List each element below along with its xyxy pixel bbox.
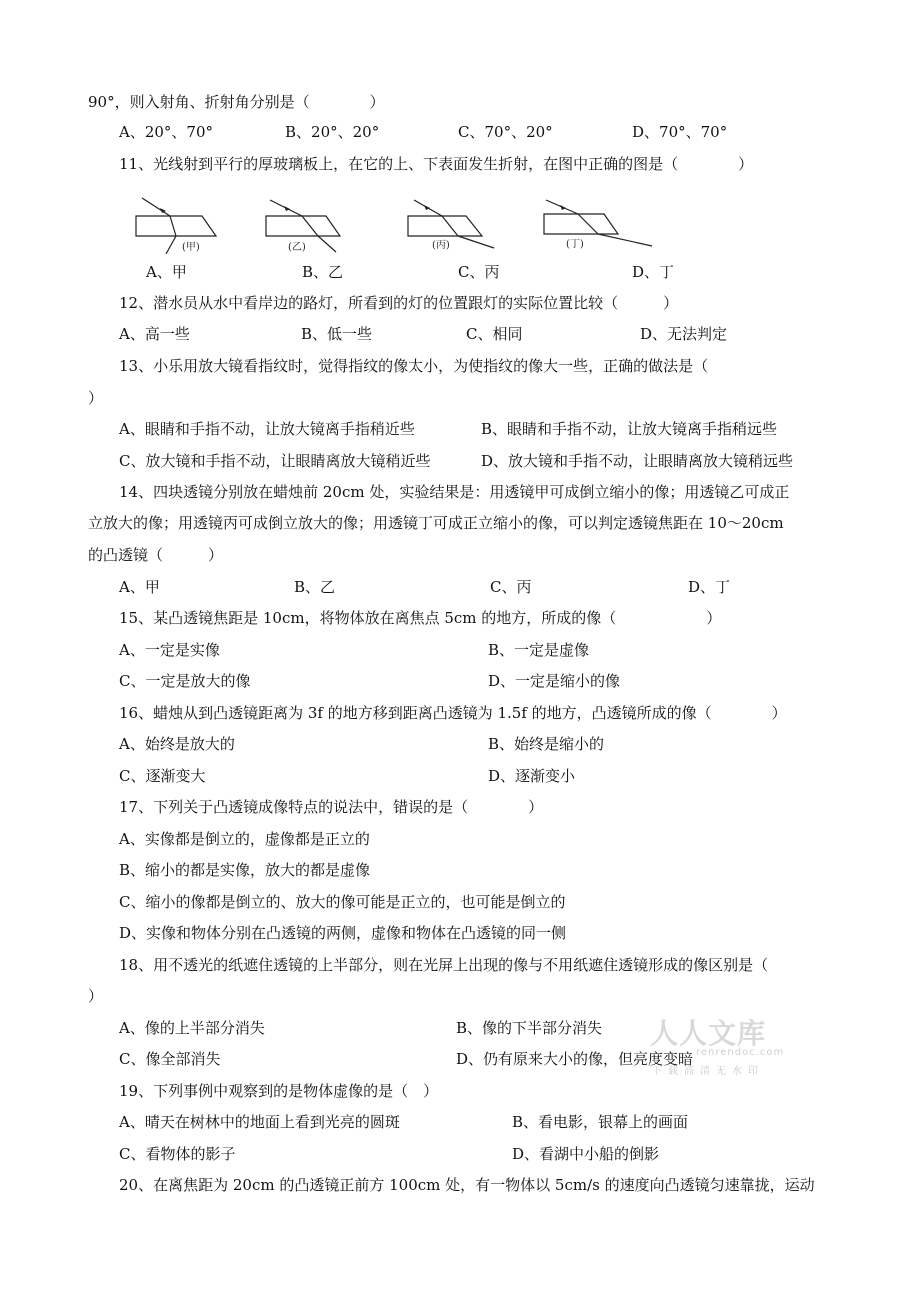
figure-label-yi: (乙) (288, 242, 306, 253)
q11-stem: 11、光线射到平行的厚玻璃板上，在它的上、下表面发生折射，在图中正确的图是（ ） (119, 155, 754, 173)
q11-option-c[interactable]: C、丙 (458, 263, 500, 281)
q14-stem-line1: 14、四块透镜分别放在蜡烛前 20cm 处，实验结果是：用透镜甲可成倒立缩小的像；用透镜乙可成正 (119, 483, 790, 501)
q12-stem: 12、潜水员从水中看岸边的路灯，所看到的灯的位置跟灯的实际位置比较（ ） (119, 294, 679, 312)
q16-option-a[interactable]: A、始终是放大的 (119, 735, 235, 753)
q19-option-a[interactable]: A、晴天在树林中的地面上看到光亮的圆斑 (119, 1113, 400, 1131)
q18-stem: 18、用不透光的纸遮住透镜的上半部分，则在光屏上出现的像与不用纸遮住透镜形成的像区别是（ (119, 956, 769, 974)
q13-option-b[interactable]: B、眼睛和手指不动，让放大镜离手指稍远些 (481, 420, 778, 438)
watermark-subtitle: 下载高清无水印 (652, 1066, 764, 1077)
q11-option-a[interactable]: A、甲 (146, 263, 187, 281)
q10-stem-tail: 90°，则入射角、折射角分别是（ ） (88, 93, 385, 111)
q19-option-d[interactable]: D、看湖中小船的倒影 (512, 1145, 660, 1163)
q16-option-c[interactable]: C、逐渐变大 (119, 767, 206, 785)
q19-stem: 19、下列事例中观察到的是物体虚像的是（ ） (119, 1082, 439, 1100)
q16-option-b[interactable]: B、始终是缩小的 (488, 735, 605, 753)
q17-option-c[interactable]: C、缩小的像都是倒立的、放大的像可能是正立的，也可能是倒立的 (119, 893, 566, 911)
q16-option-d[interactable]: D、逐渐变小 (488, 767, 576, 785)
q11-option-d[interactable]: D、丁 (632, 263, 675, 281)
q10-option-a[interactable]: A、20°、70° (119, 123, 214, 141)
q14-option-b[interactable]: B、乙 (294, 578, 336, 596)
q11-figure-bing (402, 190, 502, 256)
q15-option-c[interactable]: C、一定是放大的像 (119, 672, 251, 690)
q12-option-b[interactable]: B、低一些 (301, 325, 373, 343)
q15-stem: 15、某凸透镜焦距是 10cm，将物体放在离焦点 5cm 的地方，所成的像（ ） (119, 609, 722, 627)
q12-option-a[interactable]: A、高一些 (119, 325, 190, 343)
q18-stem-close: ） (88, 987, 104, 1005)
q13-option-d[interactable]: D、放大镜和手指不动，让眼睛离放大镜稍远些 (481, 452, 794, 470)
q10-option-b[interactable]: B、20°、20° (285, 123, 380, 141)
q13-stem: 13、小乐用放大镜看指纹时，觉得指纹的像太小，为使指纹的像大一些，正确的做法是（ (119, 357, 709, 375)
q14-stem-line3: 的凸透镜（ ） (88, 546, 224, 564)
watermark-url: renrendoc.com (696, 1047, 785, 1058)
q20-stem: 20、在离焦距为 20cm 的凸透镜正前方 100cm 处，有一物体以 5cm/s 的速度向凸透镜匀速靠拢，运动 (119, 1176, 815, 1194)
figure-label-ding: (丁) (566, 239, 584, 250)
q14-option-d[interactable]: D、丁 (688, 578, 731, 596)
q18-option-d[interactable]: D、仍有原来大小的像，但亮度变暗 (456, 1050, 694, 1068)
q17-option-a[interactable]: A、实像都是倒立的，虚像都是正立的 (119, 830, 370, 848)
q18-option-c[interactable]: C、像全部消失 (119, 1050, 221, 1068)
q12-option-c[interactable]: C、相同 (466, 325, 523, 343)
q11-option-b[interactable]: B、乙 (302, 263, 344, 281)
q12-option-d[interactable]: D、无法判定 (640, 325, 728, 343)
q13-option-c[interactable]: C、放大镜和手指不动，让眼睛离放大镜稍近些 (119, 452, 431, 470)
q14-stem-line2: 立放大的像；用透镜丙可成倒立放大的像；用透镜丁可成正立缩小的像，可以判定透镜焦距在 10～20cm (88, 514, 784, 532)
q17-stem: 17、下列关于凸透镜成像特点的说法中，错误的是（ ） (119, 798, 544, 816)
q15-option-d[interactable]: D、一定是缩小的像 (488, 672, 621, 690)
q10-option-c[interactable]: C、70°、20° (458, 123, 553, 141)
q11-figure-ding (538, 194, 658, 254)
watermark-title: 人人文库 (650, 1017, 767, 1050)
watermark (640, 1012, 790, 1078)
q19-option-c[interactable]: C、看物体的影子 (119, 1145, 236, 1163)
q15-option-a[interactable]: A、一定是实像 (119, 641, 220, 659)
q16-stem: 16、蜡烛从到凸透镜距离为 3f 的地方移到距离凸透镜为 1.5f 的地方，凸透镜所成的像（ ） (119, 704, 787, 722)
q13-stem-close: ） (88, 389, 104, 407)
q18-option-b[interactable]: B、像的下半部分消失 (456, 1019, 603, 1037)
q11-figure-jia (130, 192, 230, 258)
q17-option-b[interactable]: B、缩小的都是实像，放大的都是虚像 (119, 861, 371, 879)
q11-figure-yi (258, 192, 358, 258)
figure-label-bing: (丙) (432, 240, 450, 251)
q15-option-b[interactable]: B、一定是虚像 (488, 641, 590, 659)
q14-option-a[interactable]: A、甲 (119, 578, 160, 596)
q17-option-d[interactable]: D、实像和物体分别在凸透镜的两侧，虚像和物体在凸透镜的同一侧 (119, 924, 567, 942)
q19-option-b[interactable]: B、看电影，银幕上的画面 (512, 1113, 689, 1131)
q14-option-c[interactable]: C、丙 (490, 578, 532, 596)
q13-option-a[interactable]: A、眼睛和手指不动，让放大镜离手指稍近些 (119, 420, 415, 438)
figure-label-jia: (甲) (182, 242, 200, 253)
q10-option-d[interactable]: D、70°、70° (632, 123, 728, 141)
q18-option-a[interactable]: A、像的上半部分消失 (119, 1019, 265, 1037)
